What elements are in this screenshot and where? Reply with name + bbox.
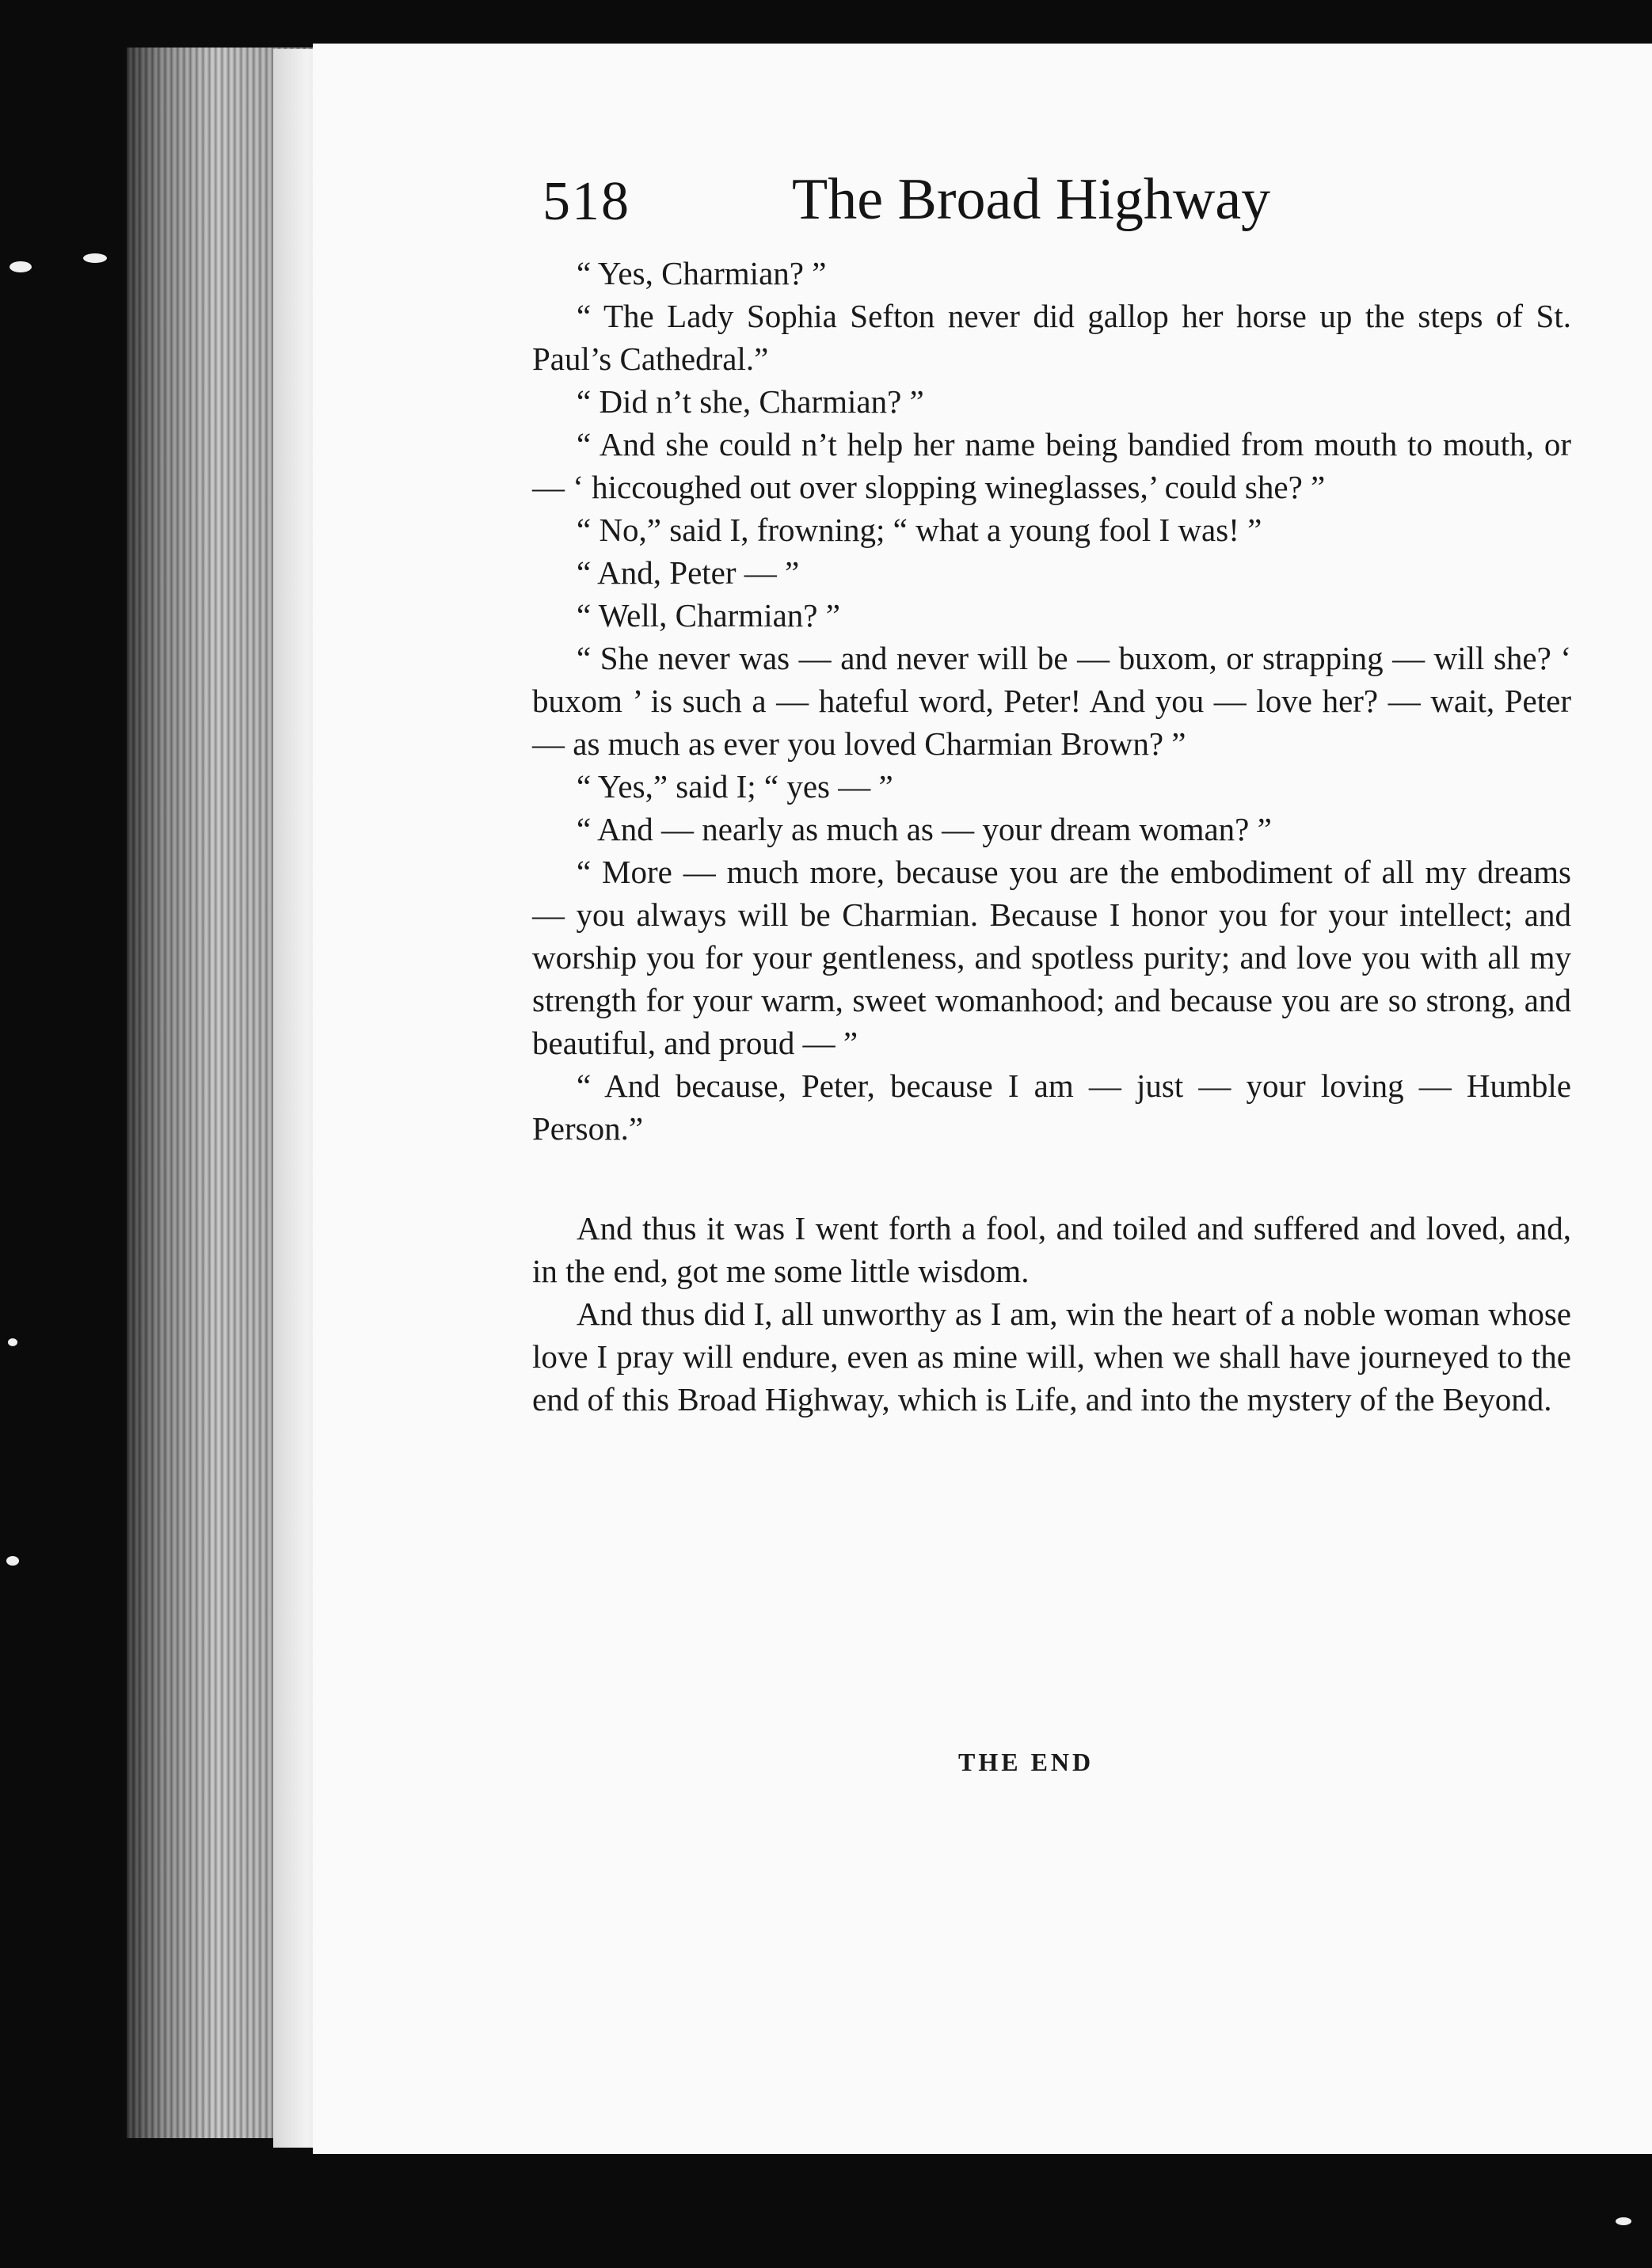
section-break [532, 1150, 1571, 1207]
paragraph: “ And — nearly as much as — your dream woman? ” [577, 811, 1272, 847]
paragraph: “ And she could n’t help her name being bandied from mouth to mouth, or — ‘ hiccoughed out over slopping wineglasses,’ could she? ” [532, 426, 1571, 505]
closing-paragraph: And thus did I, all unworthy as I am, win the heart of a noble woman whose love I pray will endure, even as mine will, when we shall have journeyed to the end of this Broad Highway, which is Life, and into the mystery of the Beyond. [532, 1296, 1571, 1418]
paragraph: “ She never was — and never will be — buxom, or strapping — will she? ‘ buxom ’ is such a — hateful word, Peter! And you — love her? — wait, Peter — as much as ever you loved Charmian Brown? ” [532, 640, 1571, 762]
paragraph: “ Yes,” said I; “ yes — ” [577, 768, 893, 805]
scan-speck [10, 261, 32, 272]
closing-paragraph: And thus it was I went forth a fool, and toiled and suffered and loved, and, in the end, got me some little wisdom. [532, 1210, 1571, 1289]
paragraph: “ More — much more, because you are the embodiment of all my dreams — you always will be Charmian. Because I honor you for your intellect; and worship you for your gentleness, and spotless purity; and love you with all my strength for your warm, sweet womanhood; and because you are so strong, and beautiful, and proud — ” [532, 854, 1571, 1061]
running-title: The Broad Highway [792, 167, 1271, 232]
paragraph: “ No,” said I, frowning; “ what a young fool I was! ” [577, 512, 1262, 548]
scan-speck [1616, 2217, 1631, 2225]
paragraph: “ The Lady Sophia Sefton never did gallop her horse up the steps of St. Paul’s Cathedral.” [532, 298, 1571, 377]
paragraph: “ Well, Charmian? ” [577, 597, 840, 634]
the-end-mark: THE END [958, 1748, 1094, 1776]
scan-speck [8, 1338, 17, 1346]
paragraph: “ And, Peter — ” [577, 554, 800, 591]
scan-speck [83, 253, 107, 263]
paragraph: “ Yes, Charmian? ” [577, 255, 827, 291]
scan-speck [6, 1556, 19, 1566]
paragraph: “ Did n’t she, Charmian? ” [577, 383, 924, 420]
body-text [532, 252, 1571, 1421]
paragraph: “ And because, Peter, because I am — just — your loving — Humble Person.” [532, 1067, 1571, 1147]
page-number: 518 [542, 171, 630, 232]
